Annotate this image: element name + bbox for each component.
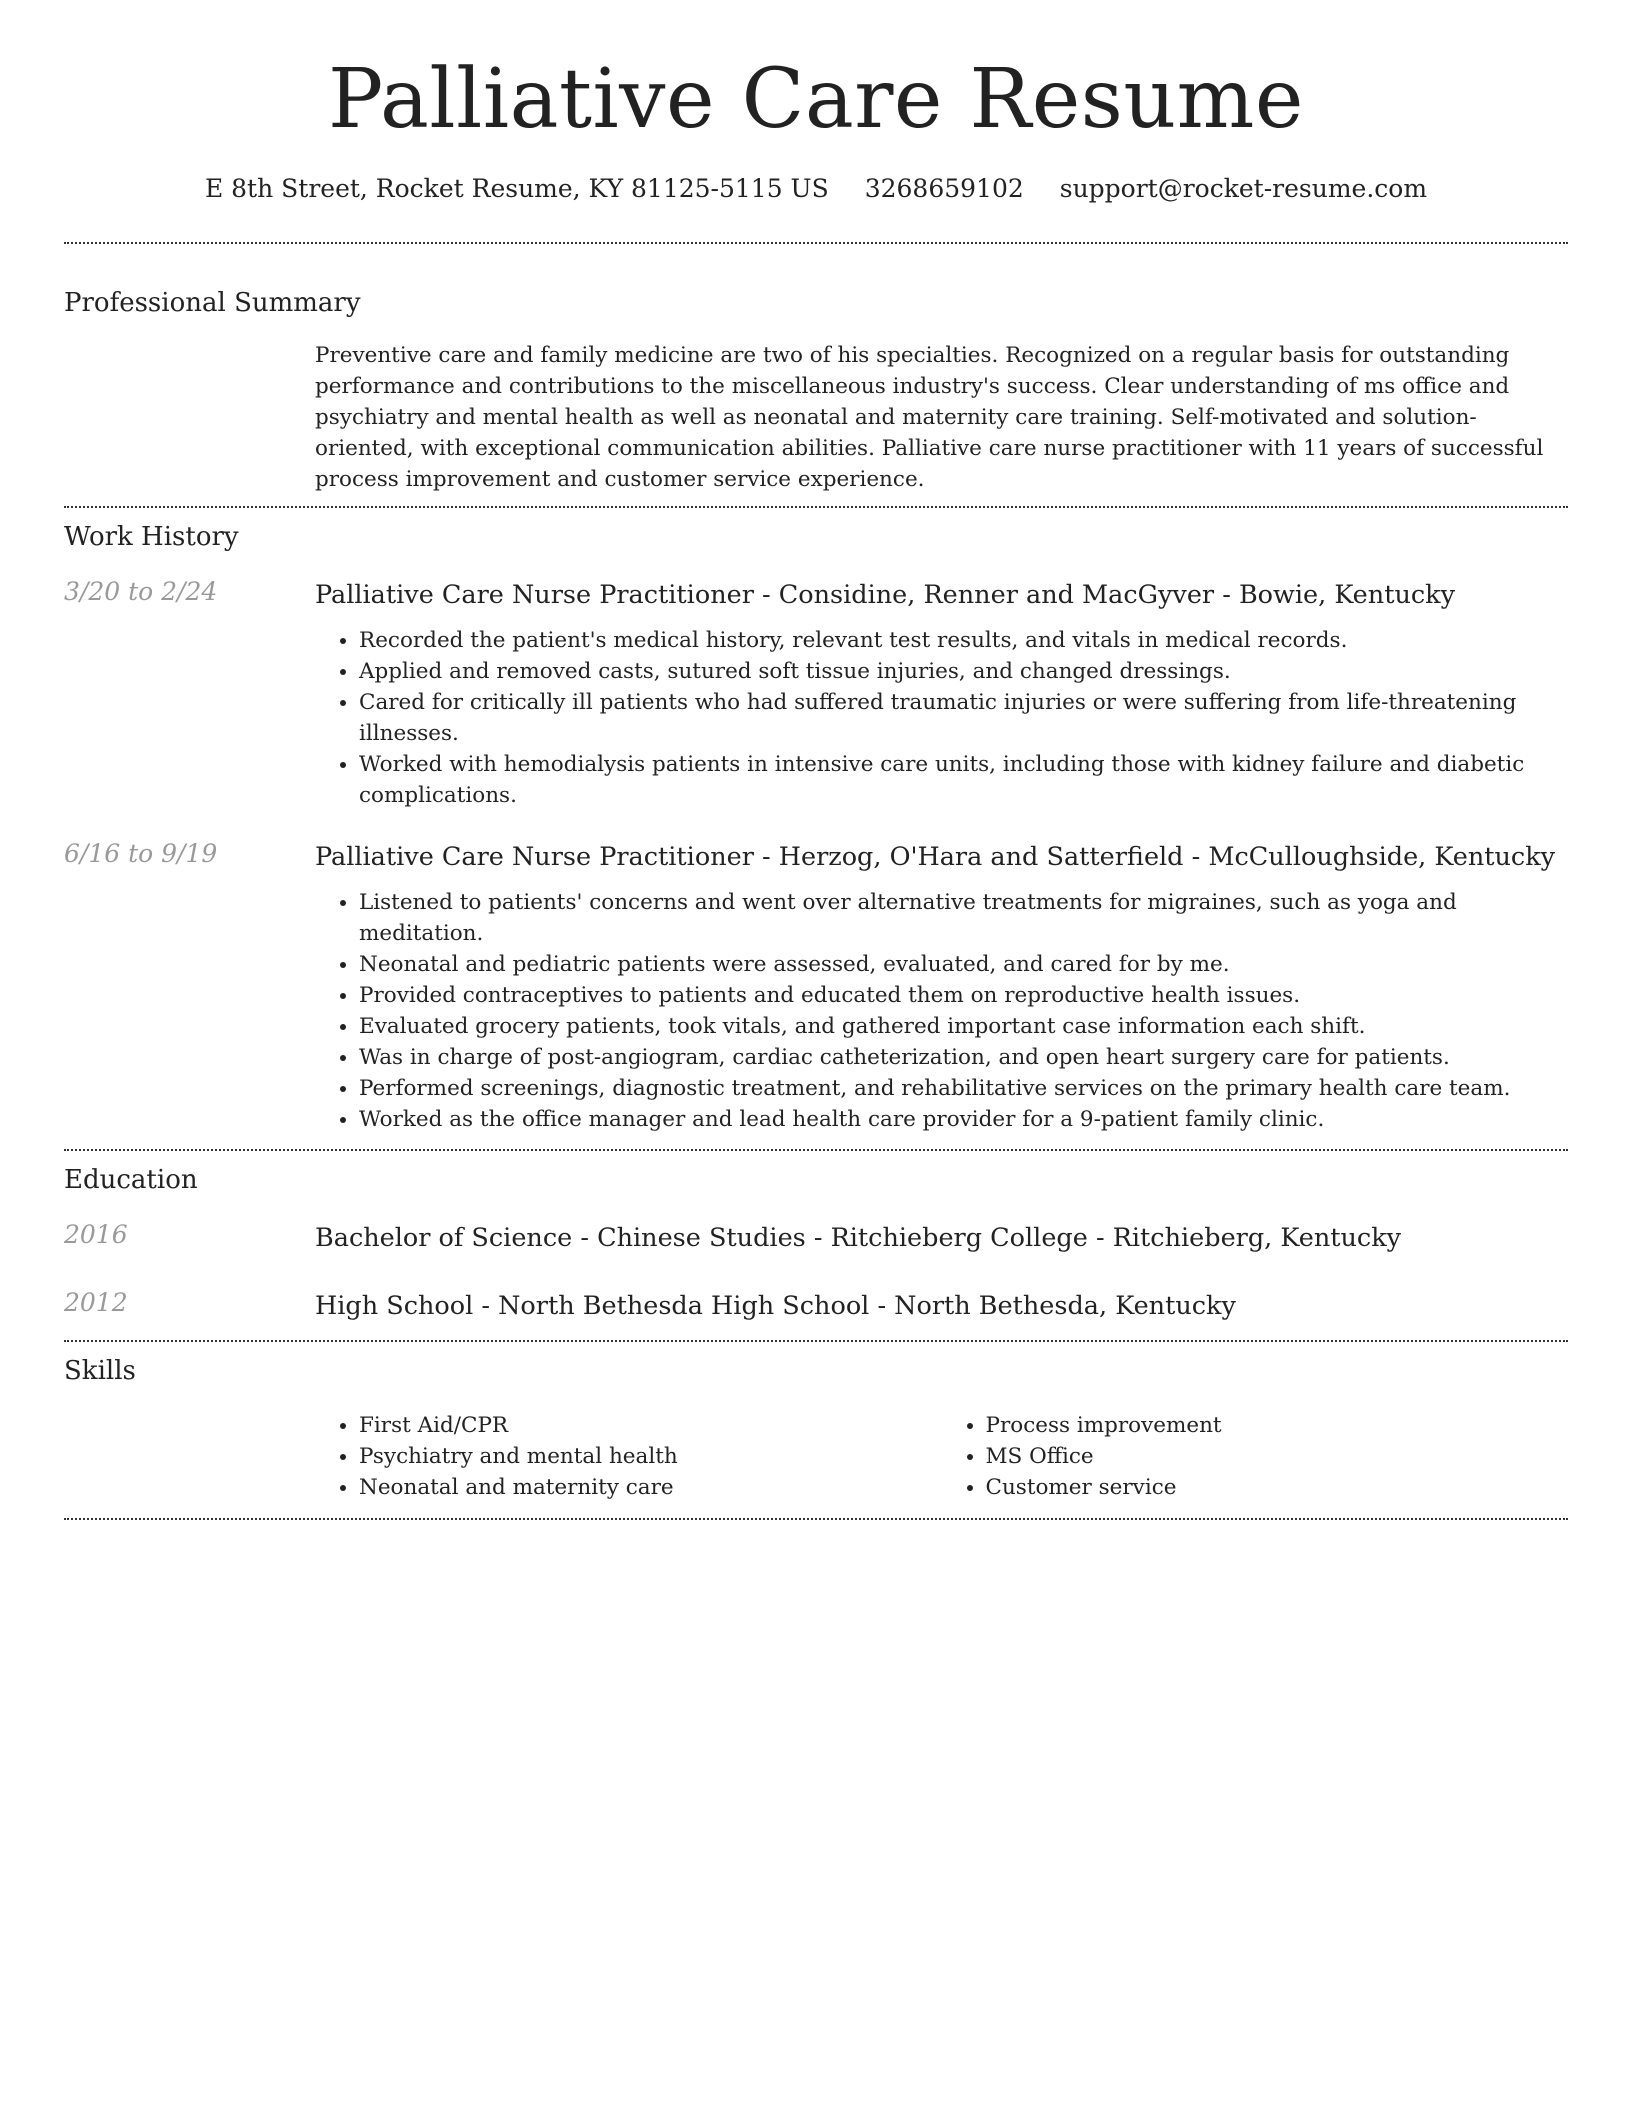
skill-item: • Process improvement [986, 1410, 1569, 1441]
section-divider [64, 506, 1568, 508]
section-divider [64, 1340, 1568, 1342]
job-bullets [315, 887, 1568, 1135]
contact-address: E 8th Street, Rocket Resume, KY 81125-5115 US [204, 174, 829, 203]
resume-page [64, 0, 1568, 1520]
skill-item: • Neonatal and maternity care [359, 1472, 942, 1503]
job-entry [64, 839, 1568, 1135]
education-degree: Bachelor of Science [315, 1223, 573, 1253]
job-dates: 3/20 to 2/24 [64, 577, 218, 606]
job-location: McCulloughside, Kentucky [1208, 842, 1556, 872]
skill-item: • Customer service [986, 1472, 1569, 1503]
education-degree: High School [315, 1291, 474, 1321]
list-item: • Applied and removed casts, sutured soft tissue injuries, and changed dressings. [359, 656, 1568, 687]
skills-section [64, 1354, 1568, 1503]
job-employer: Considine, Renner and MacGyver [778, 580, 1215, 610]
education-field: Chinese Studies [597, 1223, 806, 1253]
section-heading: Work History [64, 522, 239, 552]
education-year: 2012 [64, 1288, 128, 1317]
section-heading: Education [64, 1165, 198, 1195]
education-school: Ritchieberg College [830, 1223, 1088, 1253]
job-heading: Palliative Care Nurse Practitioner - Herzog, O'Hara and Satterfield - McCulloughside, Kentucky [315, 842, 1556, 872]
education-year: 2016 [64, 1220, 128, 1249]
skills-list-left [315, 1410, 942, 1503]
skill-item: • Psychiatry and mental health [359, 1441, 942, 1472]
section-divider [64, 1149, 1568, 1151]
summary-section [64, 286, 1568, 495]
list-item: • Neonatal and pediatric patients were assessed, evaluated, and cared for by me. [359, 949, 1568, 980]
section-heading: Skills [64, 1356, 136, 1386]
job-bullets [315, 625, 1568, 811]
job-dates: 6/16 to 9/19 [64, 839, 218, 868]
job-employer: Herzog, O'Hara and Satterfield [778, 842, 1184, 872]
list-item: • Evaluated grocery patients, took vitals, and gathered important case information each shift. [359, 1011, 1568, 1042]
skill-item: • MS Office [986, 1441, 1569, 1472]
summary-text: Preventive care and family medicine are two of his specialties. Recognized on a regular basis for outstanding performance and contributions to the miscellaneous industry's success. Clear understanding of ms office and psychiatry and mental health as well as neonatal and maternity care training. Self-motivated and solution-oriented, with exceptional communication abilities. Palliative care nurse practitioner with 11 years of successful process improvement and customer service experience. [315, 343, 1544, 492]
education-location: North Bethesda, Kentucky [894, 1291, 1236, 1321]
list-item: • Provided contraceptives to patients and educated them on reproductive health issues. [359, 980, 1568, 1011]
education-section [64, 1163, 1568, 1324]
skills-list-right [942, 1410, 1569, 1503]
resume-title: Palliative Care Resume [328, 52, 1304, 147]
list-item: • Worked with hemodialysis patients in intensive care units, including those with kidney failure and diabetic complications. [359, 749, 1568, 811]
list-item: • Worked as the office manager and lead health care provider for a 9-patient family clinic. [359, 1104, 1568, 1135]
contact-phone: 3268659102 [864, 174, 1024, 203]
list-item: • Cared for critically ill patients who had suffered traumatic injuries or were suffering from life-threatening illnesses. [359, 687, 1568, 749]
job-heading: Palliative Care Nurse Practitioner - Considine, Renner and MacGyver - Bowie, Kentucky [315, 580, 1456, 610]
skill-item: • First Aid/CPR [359, 1410, 942, 1441]
contact-email: support@rocket-resume.com [1059, 174, 1428, 203]
education-school: North Bethesda High School [498, 1291, 870, 1321]
list-item: • Was in charge of post-angiogram, cardiac catheterization, and open heart surgery care for patients. [359, 1042, 1568, 1073]
list-item: • Recorded the patient's medical history, relevant test results, and vitals in medical records. [359, 625, 1568, 656]
education-entry: 2012 High School - North Bethesda High School - North Bethesda, Kentucky [64, 1288, 1236, 1321]
job-location: Bowie, Kentucky [1238, 580, 1456, 610]
contact-line [64, 172, 1568, 206]
section-divider [64, 1518, 1568, 1520]
list-item: • Listened to patients' concerns and went over alternative treatments for migraines, such as yoga and meditation. [359, 887, 1568, 949]
job-entry [64, 577, 1568, 811]
education-location: Ritchieberg, Kentucky [1112, 1223, 1402, 1253]
job-title: Palliative Care Nurse Practitioner [315, 842, 754, 872]
work-history-section [64, 520, 1568, 1135]
section-divider [64, 242, 1568, 244]
education-entry: 2016 Bachelor of Science - Chinese Studies - Ritchieberg College - Ritchieberg, Kentucky [64, 1220, 1402, 1253]
list-item: • Performed screenings, diagnostic treatment, and rehabilitative services on the primary health care team. [359, 1073, 1568, 1104]
skills-grid [315, 1410, 1568, 1503]
job-title: Palliative Care Nurse Practitioner [315, 580, 754, 610]
section-heading: Professional Summary [64, 288, 361, 318]
